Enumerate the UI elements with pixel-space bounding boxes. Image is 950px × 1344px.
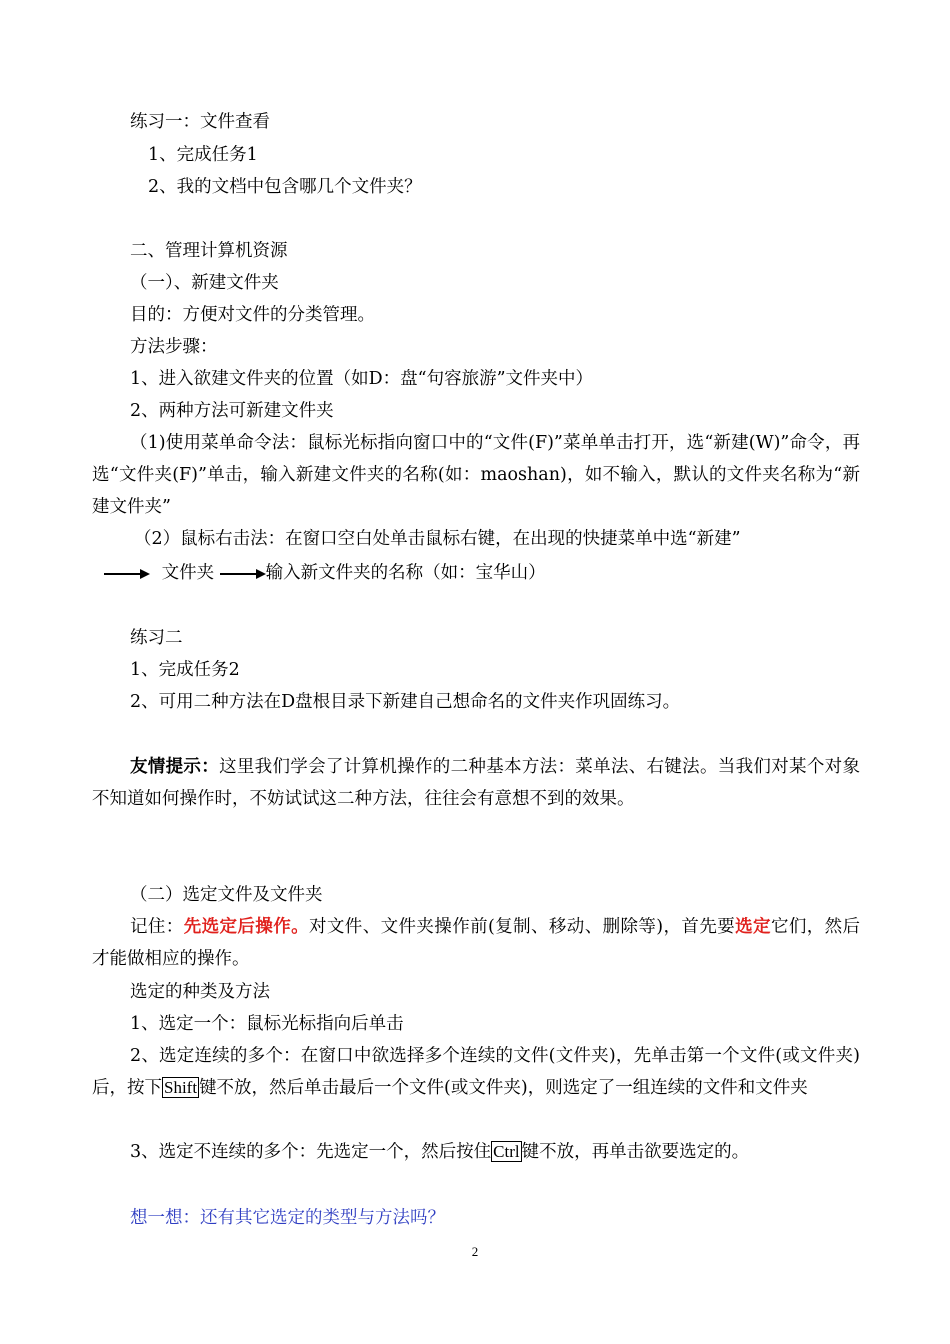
remember-label: 记住： bbox=[130, 917, 184, 937]
subsection1-title: （一）、新建文件夹 bbox=[130, 273, 279, 293]
shift-key: Shift bbox=[164, 1078, 198, 1097]
page-number: 2 bbox=[471, 1244, 479, 1259]
remember-emphasis: 先选定后操作。 bbox=[183, 917, 309, 937]
subsection2-title: （二）选定文件及文件夹 bbox=[130, 885, 323, 905]
remember-text2: 它们，然后才能做相应的操作。 bbox=[92, 917, 861, 969]
kind3-paragraph bbox=[130, 1136, 860, 1168]
method1-paragraph: （1)使用菜单命令法：鼠标光标指向窗口中的“文件(F)”菜单单击打开，选“新建(W)”命令，再选“文件夹(F)”单击，输入新建文件夹的名称(如：maoshan)，如不输入，默认的文件夹名称为“新建文件夹” bbox=[92, 433, 860, 517]
exercise1-title: 练习一：文件查看 bbox=[130, 112, 270, 132]
think-question: 想一想：还有其它选定的类型与方法吗？ bbox=[130, 1208, 445, 1228]
method2-input-text: 输入新文件夹的名称（如：宝华山） bbox=[265, 563, 546, 583]
method2-folder-label: 文件夹 bbox=[161, 563, 215, 583]
remember-paragraph bbox=[92, 911, 860, 975]
exercise1-item2: 2、我的文档中包含哪几个文件夹？ bbox=[148, 177, 422, 197]
kind2-pre: 2、选定连续的多个：在窗口中欲选择多个连续的文件(文件夹)，先单击第一个文件(或文件夹)后，按下 bbox=[92, 1046, 860, 1098]
steps-title: 方法步骤： bbox=[130, 337, 218, 357]
tip-paragraph bbox=[92, 751, 860, 815]
purpose-text: 目的：方便对文件的分类管理。 bbox=[130, 305, 375, 325]
step1-text: 1、进入欲建文件夹的位置（如D：盘“句容旅游”文件夹中） bbox=[130, 369, 594, 389]
kind3-post: 键不放，再单击欲要选定的。 bbox=[521, 1142, 750, 1162]
ctrl-key: Ctrl bbox=[493, 1142, 520, 1161]
tip-text: 这里我们学会了计算机操作的二种基本方法：菜单法、右键法。当我们对某个对象不知道如何操作时，不妨试试这二种方法，往往会有意想不到的效果。 bbox=[92, 757, 860, 809]
exercise2-item1: 1、完成任务2 bbox=[130, 660, 240, 680]
kind3-pre: 3、选定不连续的多个：先选定一个，然后按住 bbox=[130, 1142, 492, 1162]
exercise1-item1: 1、完成任务1 bbox=[148, 145, 258, 165]
tip-label: 友情提示： bbox=[130, 757, 220, 777]
remember-emphasis-select: 选定 bbox=[735, 917, 771, 937]
arrow-icon bbox=[104, 568, 150, 580]
step2-text: 2、两种方法可新建文件夹 bbox=[130, 401, 334, 421]
method2-text: （2）鼠标右击法：在窗口空白处单击鼠标右键，在出现的快捷菜单中选“新建” bbox=[134, 529, 741, 549]
kind2-paragraph bbox=[92, 1040, 860, 1104]
method2-arrow-line bbox=[104, 557, 872, 589]
exercise2-item2: 2、可用二种方法在D盘根目录下新建自己想命名的文件夹作巩固练习。 bbox=[130, 692, 681, 712]
remember-text: 对文件、文件夹操作前(复制、移动、删除等)，首先要 bbox=[309, 917, 736, 937]
kind2-post: 键不放，然后单击最后一个文件(或文件夹)，则选定了一组连续的文件和文件夹 bbox=[199, 1078, 808, 1098]
section2-title: 二、管理计算机资源 bbox=[130, 241, 288, 261]
arrow-icon bbox=[220, 568, 266, 580]
kind1-text: 1、选定一个：鼠标光标指向后单击 bbox=[130, 1014, 404, 1034]
kinds-title: 选定的种类及方法 bbox=[130, 982, 270, 1002]
exercise2-title: 练习二 bbox=[130, 628, 183, 648]
